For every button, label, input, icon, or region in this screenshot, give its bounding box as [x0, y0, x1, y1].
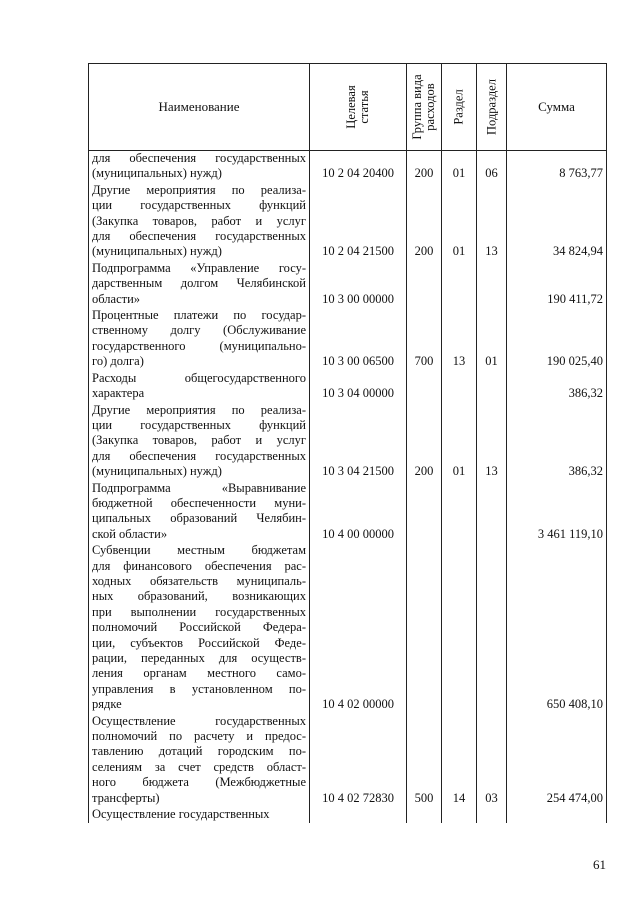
table-row [89, 543, 607, 713]
row-name-line: характера [92, 386, 145, 401]
row-section: 01 [442, 403, 477, 481]
row-section [442, 371, 477, 403]
header-subsection: Подраздел [484, 79, 498, 135]
row-target-code: 10 2 04 20400 [310, 151, 407, 183]
row-target-code: 10 4 02 00000 [310, 543, 407, 713]
row-name-line: Осуществление государственных [92, 713, 306, 728]
header-target: Целевая статья [344, 85, 371, 129]
row-section [442, 807, 477, 823]
row-name-line: рядке [92, 697, 122, 712]
row-name-line: для обеспечения государственных [92, 448, 306, 463]
row-group [407, 807, 442, 823]
row-name-line: Подпрограмма «Выравнивание [92, 480, 306, 495]
table-row [89, 714, 607, 807]
row-group: 700 [407, 308, 442, 371]
row-group: 200 [407, 183, 442, 261]
row-name-line: Осуществление государственных [92, 807, 270, 822]
row-target-code: 10 3 00 06500 [310, 308, 407, 371]
row-name [89, 543, 310, 713]
row-name-line: Процентные платежи по государ- [92, 308, 306, 323]
row-name [89, 807, 310, 823]
row-name-line: при выполнении государственных [92, 604, 306, 619]
row-name [89, 371, 310, 403]
header-target-cell [310, 64, 407, 151]
row-group [407, 261, 442, 308]
row-name-line: ных образований, возникающих [92, 589, 306, 604]
row-name-line: ции, субъектов Российской Феде- [92, 635, 306, 650]
row-section [442, 543, 477, 713]
row-name-line: (Закупка товаров, работ и услуг [92, 213, 306, 228]
row-name [89, 481, 310, 544]
row-name [89, 183, 310, 261]
row-name-line: Подпрограмма «Управление госу- [92, 260, 306, 275]
row-name-line: (муниципальных) нужд) [92, 244, 222, 259]
row-subsection [477, 481, 507, 544]
row-name-line: трансферты) [92, 790, 160, 805]
table-row [89, 481, 607, 544]
header-sum: Сумма [507, 64, 607, 151]
row-section [442, 261, 477, 308]
row-section: 01 [442, 151, 477, 183]
row-name-line: рации, переданных для осуществ- [92, 651, 306, 665]
row-sum: 190 025,40 [507, 308, 607, 371]
row-sum: 386,32 [507, 403, 607, 481]
header-section-cell [442, 64, 477, 151]
row-name [89, 403, 310, 481]
header-subsection-cell [477, 64, 507, 151]
row-section: 14 [442, 714, 477, 807]
row-sum: 254 474,00 [507, 714, 607, 807]
row-name-line: для обеспечения государственных [92, 151, 306, 165]
row-name [89, 714, 310, 807]
header-section: Раздел [451, 89, 466, 125]
row-name-line: дарственным долгом Челябинской [92, 276, 306, 291]
row-subsection [477, 807, 507, 823]
row-name-line: ственному долгу (Обслуживание [92, 323, 306, 338]
page-number: 61 [593, 857, 606, 872]
row-sum: 8 763,77 [507, 151, 607, 183]
row-subsection: 13 [477, 403, 507, 481]
row-target-code: 10 4 02 72830 [310, 714, 407, 807]
row-group [407, 481, 442, 544]
row-name-line: полномочий Российской Федера- [92, 620, 306, 635]
row-sum: 650 408,10 [507, 543, 607, 713]
row-name-line: ления органам местного само- [92, 666, 306, 681]
table-row [89, 151, 607, 183]
row-name-line: Другие мероприятия по реализа- [92, 402, 306, 417]
row-subsection [477, 371, 507, 403]
row-group [407, 371, 442, 403]
row-sum: 190 411,72 [507, 261, 607, 308]
row-name-line: области» [92, 291, 141, 306]
row-name-line: ходных обязательств муниципаль- [92, 573, 306, 588]
row-name-line: Другие мероприятия по реализа- [92, 182, 306, 197]
row-name-line: ской области» [92, 526, 168, 541]
row-target-code: 10 2 04 21500 [310, 183, 407, 261]
table-body [89, 151, 607, 824]
row-subsection: 03 [477, 714, 507, 807]
row-subsection: 13 [477, 183, 507, 261]
row-target-code [310, 807, 407, 823]
row-name-line: Субвенции местным бюджетам [92, 543, 306, 558]
row-name-line: ции государственных функций [92, 198, 306, 213]
table-row [89, 183, 607, 261]
row-name-line: (Закупка товаров, работ и услуг [92, 433, 306, 448]
row-name-line: для обеспечения государственных [92, 229, 306, 244]
row-name-line: Расходы общегосударственного [92, 370, 306, 385]
row-sum: 3 461 119,10 [507, 481, 607, 544]
table-row [89, 261, 607, 308]
row-name-line: селениям за счет средств област- [92, 759, 306, 774]
row-sum: 34 824,94 [507, 183, 607, 261]
row-name-line: (муниципальных) нужд) [92, 166, 222, 181]
row-group: 500 [407, 714, 442, 807]
row-name-line: ного бюджета (Межбюджетные [92, 775, 306, 790]
row-name-line: ципальных образований Челябин- [92, 511, 306, 526]
row-target-code: 10 3 04 21500 [310, 403, 407, 481]
row-subsection: 01 [477, 308, 507, 371]
row-name-line: тавлению дотаций городским по- [92, 744, 306, 759]
row-name [89, 151, 310, 183]
row-name-line: го) долга) [92, 354, 144, 369]
row-sum [507, 807, 607, 823]
row-name-line: бюджетной обеспеченности муни- [92, 495, 306, 510]
table-header-row [89, 64, 607, 151]
row-name-line: (муниципальных) нужд) [92, 464, 222, 479]
row-section: 13 [442, 308, 477, 371]
table-row [89, 308, 607, 371]
table-row [89, 807, 607, 823]
row-target-code: 10 4 00 00000 [310, 481, 407, 544]
row-name-line: управления в установленном по- [92, 681, 306, 696]
row-subsection: 06 [477, 151, 507, 183]
header-group-cell [407, 64, 442, 151]
row-section [442, 481, 477, 544]
row-group [407, 543, 442, 713]
table-row [89, 371, 607, 403]
row-name [89, 261, 310, 308]
row-section: 01 [442, 183, 477, 261]
row-group: 200 [407, 403, 442, 481]
row-name-line: государственного (муниципально- [92, 338, 306, 353]
row-target-code: 10 3 04 00000 [310, 371, 407, 403]
row-name-line: полномочий по расчету и предос- [92, 729, 306, 744]
row-name-line: ции государственных функций [92, 417, 306, 432]
row-name [89, 308, 310, 371]
row-subsection [477, 261, 507, 308]
row-group: 200 [407, 151, 442, 183]
budget-table [88, 63, 607, 823]
row-subsection [477, 543, 507, 713]
row-sum: 386,32 [507, 371, 607, 403]
row-name-line: для финансового обеспечения рас- [92, 558, 306, 573]
row-target-code: 10 3 00 00000 [310, 261, 407, 308]
header-group: Группа вида расходов [410, 74, 437, 140]
header-name: Наименование [89, 64, 310, 151]
table-row [89, 403, 607, 481]
